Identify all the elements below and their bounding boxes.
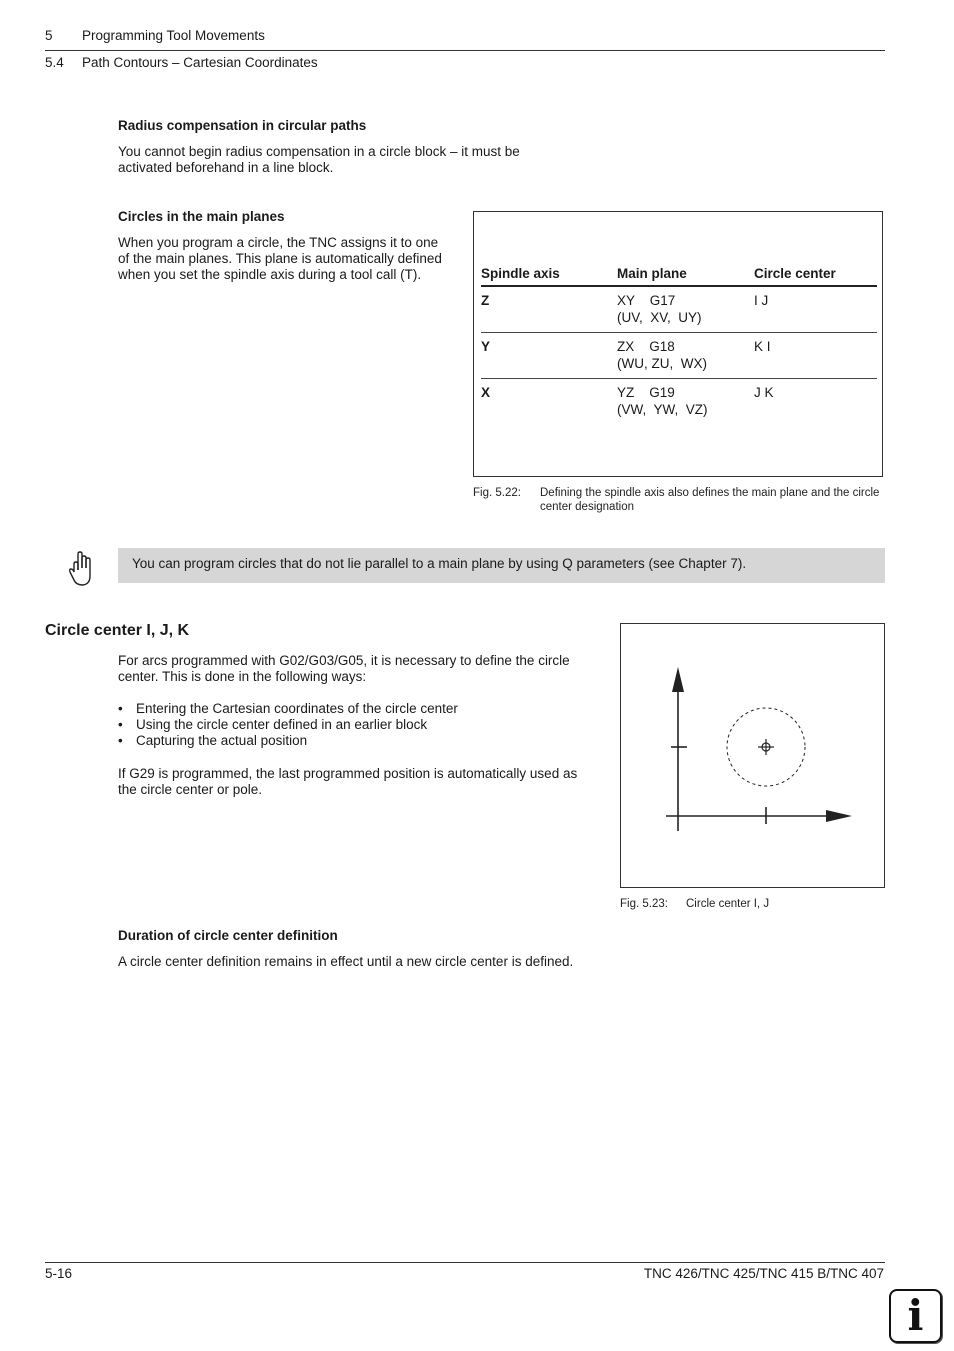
table-cell-center: J K: [754, 385, 774, 400]
table-row: [481, 379, 877, 425]
radius-comp-text: You cannot begin radius compensation in a circle block – it must be activated beforehand in a line block.: [118, 144, 520, 175]
table-header-circle-center: Circle center: [754, 266, 877, 286]
header-divider: [45, 50, 885, 51]
plane-alt: (WU, ZU, WX): [617, 356, 707, 371]
main-planes-heading: Circles in the main planes: [118, 209, 285, 224]
table-cell-axis: Z: [481, 286, 617, 333]
table-cell-plane: [617, 379, 754, 425]
plane-table-frame: [473, 211, 883, 477]
table-cell-plane: [617, 286, 754, 333]
circle-center-heading: Circle center I, J, K: [45, 622, 190, 639]
fig23-caption: Circle center I, J: [686, 898, 770, 910]
fig23-frame: [620, 623, 885, 888]
chapter-title: Programming Tool Movements: [82, 28, 265, 43]
section-title: Path Contours – Cartesian Coordinates: [82, 55, 318, 70]
table-header-row: [481, 266, 877, 286]
note-text: You can program circles that do not lie parallel to a main plane by using Q parameters (see Chapter 7).: [132, 556, 747, 571]
table-cell-axis: Y: [481, 333, 617, 379]
duration-text: A circle center definition remains in effect until a new circle center is defined.: [118, 954, 574, 969]
g29-text: If G29 is programmed, the last programmed position is automatically used as the circle center or pole.: [118, 766, 578, 797]
fig23-label: Fig. 5.23:: [620, 898, 668, 910]
plane-code: YZ G19: [617, 385, 675, 400]
table-cell-center: I J: [754, 286, 877, 333]
table-header-main-plane: Main plane: [617, 266, 754, 286]
list-item: • Using the circle center defined in an earlier block: [118, 717, 588, 733]
table-row: [481, 333, 877, 379]
plane-table: [481, 266, 877, 424]
plane-alt: (VW, YW, VZ): [617, 402, 708, 417]
table-header-spindle-axis: Spindle axis: [481, 266, 617, 286]
product-name: TNC 426/TNC 425/TNC 415 B/TNC 407: [643, 1266, 884, 1281]
list-item: • Entering the Cartesian coordinates of the circle center: [118, 701, 588, 717]
y-axis-arrow: [672, 667, 684, 692]
info-icon[interactable]: [889, 1289, 942, 1343]
list-item: • Capturing the actual position: [118, 733, 588, 749]
radius-comp-heading: Radius compensation in circular paths: [118, 118, 367, 133]
table-cell-center: K I: [754, 333, 877, 379]
chapter-number: 5: [45, 28, 53, 43]
table-row: [481, 286, 877, 333]
section-number: 5.4: [45, 55, 64, 70]
plane-code: XY G17: [617, 293, 676, 308]
duration-heading: Duration of circle center definition: [118, 928, 338, 943]
footer-divider: [45, 1262, 885, 1263]
table-cell-plane: [617, 333, 754, 379]
circle-center-diagram: [621, 624, 884, 887]
note-box: [118, 548, 885, 583]
plane-alt: (UV, XV, UY): [617, 310, 702, 325]
fig22-label: Fig. 5.22:: [473, 487, 521, 499]
circle-center-methods: [118, 701, 588, 749]
x-axis-arrow: [826, 810, 852, 822]
main-planes-text: When you program a circle, the TNC assigns it to one of the main planes. This plane is automatically defined when you set the spindle axis during a tool call (T).: [118, 235, 442, 282]
fig22-caption: Defining the spindle axis also defines the main plane and the circle center designation: [540, 487, 880, 513]
page-number: 5-16: [45, 1266, 73, 1281]
plane-code: ZX G18: [617, 339, 675, 354]
info-letter: i: [907, 1291, 924, 1340]
circle-center-intro: For arcs programmed with G02/G03/G05, it is necessary to define the circle center. This is done in the following ways:: [118, 653, 570, 684]
table-cell-axis: X: [481, 385, 491, 400]
hand-icon: [66, 550, 98, 590]
